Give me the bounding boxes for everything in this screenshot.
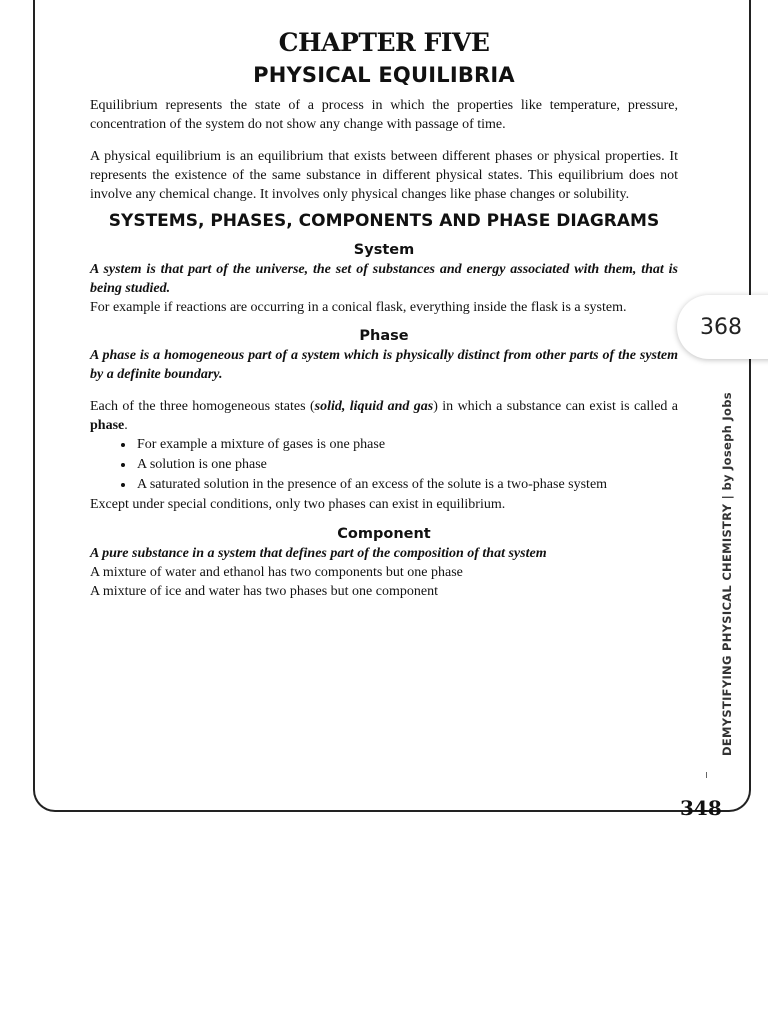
chapter-heading: CHAPTER FIVE <box>278 28 490 57</box>
component-line-2: A mixture of ice and water has two phases but one component <box>90 584 438 599</box>
phase-text-end: . <box>124 418 128 433</box>
phase-bullet-list <box>90 435 678 495</box>
list-item: • For example a mixture of gases is one phase <box>135 435 678 455</box>
component-heading: Component <box>337 526 431 542</box>
section-title: SYSTEMS, PHASES, COMPONENTS AND PHASE DIAGRAMS <box>108 211 660 231</box>
viewer-page-badge[interactable]: 368 <box>677 295 768 359</box>
component-definition: A pure substance in a system that defines part of the composition of that system <box>90 546 547 561</box>
side-divider <box>706 772 707 778</box>
phase-text-pre: Each of the three homogeneous states ( <box>90 399 315 414</box>
phase-heading: Phase <box>359 328 409 344</box>
list-item: • A saturated solution in the presence of an excess of the solute is a two-phase system <box>135 475 678 495</box>
chapter-title: PHYSICAL EQUILIBRIA <box>253 63 515 87</box>
phase-text-mid: ) in which a substance can exist is called a <box>433 399 679 414</box>
component-line-1: A mixture of water and ethanol has two components but one phase <box>90 565 463 580</box>
system-example: For example if reactions are occurring in a conical flask, everything inside the flask is a system. <box>90 300 627 315</box>
intro-paragraph-2: A physical equilibrium is an equilibrium that exists between different phases or physical properties. It represents the existence of the same substance in different physical states. This equilibrium does not involve any chemical change. It involves only physical changes like phase changes or solubility. <box>90 149 678 202</box>
side-running-title: DEMYSTIFYING PHYSICAL CHEMISTRY | by Joseph Jobs <box>720 392 734 756</box>
system-definition: A system is that part of the universe, the set of substances and energy associated with them, that is being studied. <box>90 262 678 296</box>
phase-term: phase <box>90 418 125 433</box>
phase-definition: A phase is a homogeneous part of a system which is physically distinct from other parts of the system by a definite boundary. <box>90 348 678 382</box>
intro-paragraph-1: Equilibrium represents the state of a process in which the properties like temperature, pressure, concentration of the system do not show any change with passage of time. <box>90 98 678 132</box>
page-number: 348 <box>680 796 722 820</box>
system-heading: System <box>353 242 415 258</box>
phase-note: Except under special conditions, only two phases can exist in equilibrium. <box>90 497 506 512</box>
list-item: • A solution is one phase <box>135 455 678 475</box>
phase-text-states: solid, liquid and gas <box>314 399 434 414</box>
phase-text <box>90 397 678 435</box>
document-page <box>90 26 678 601</box>
